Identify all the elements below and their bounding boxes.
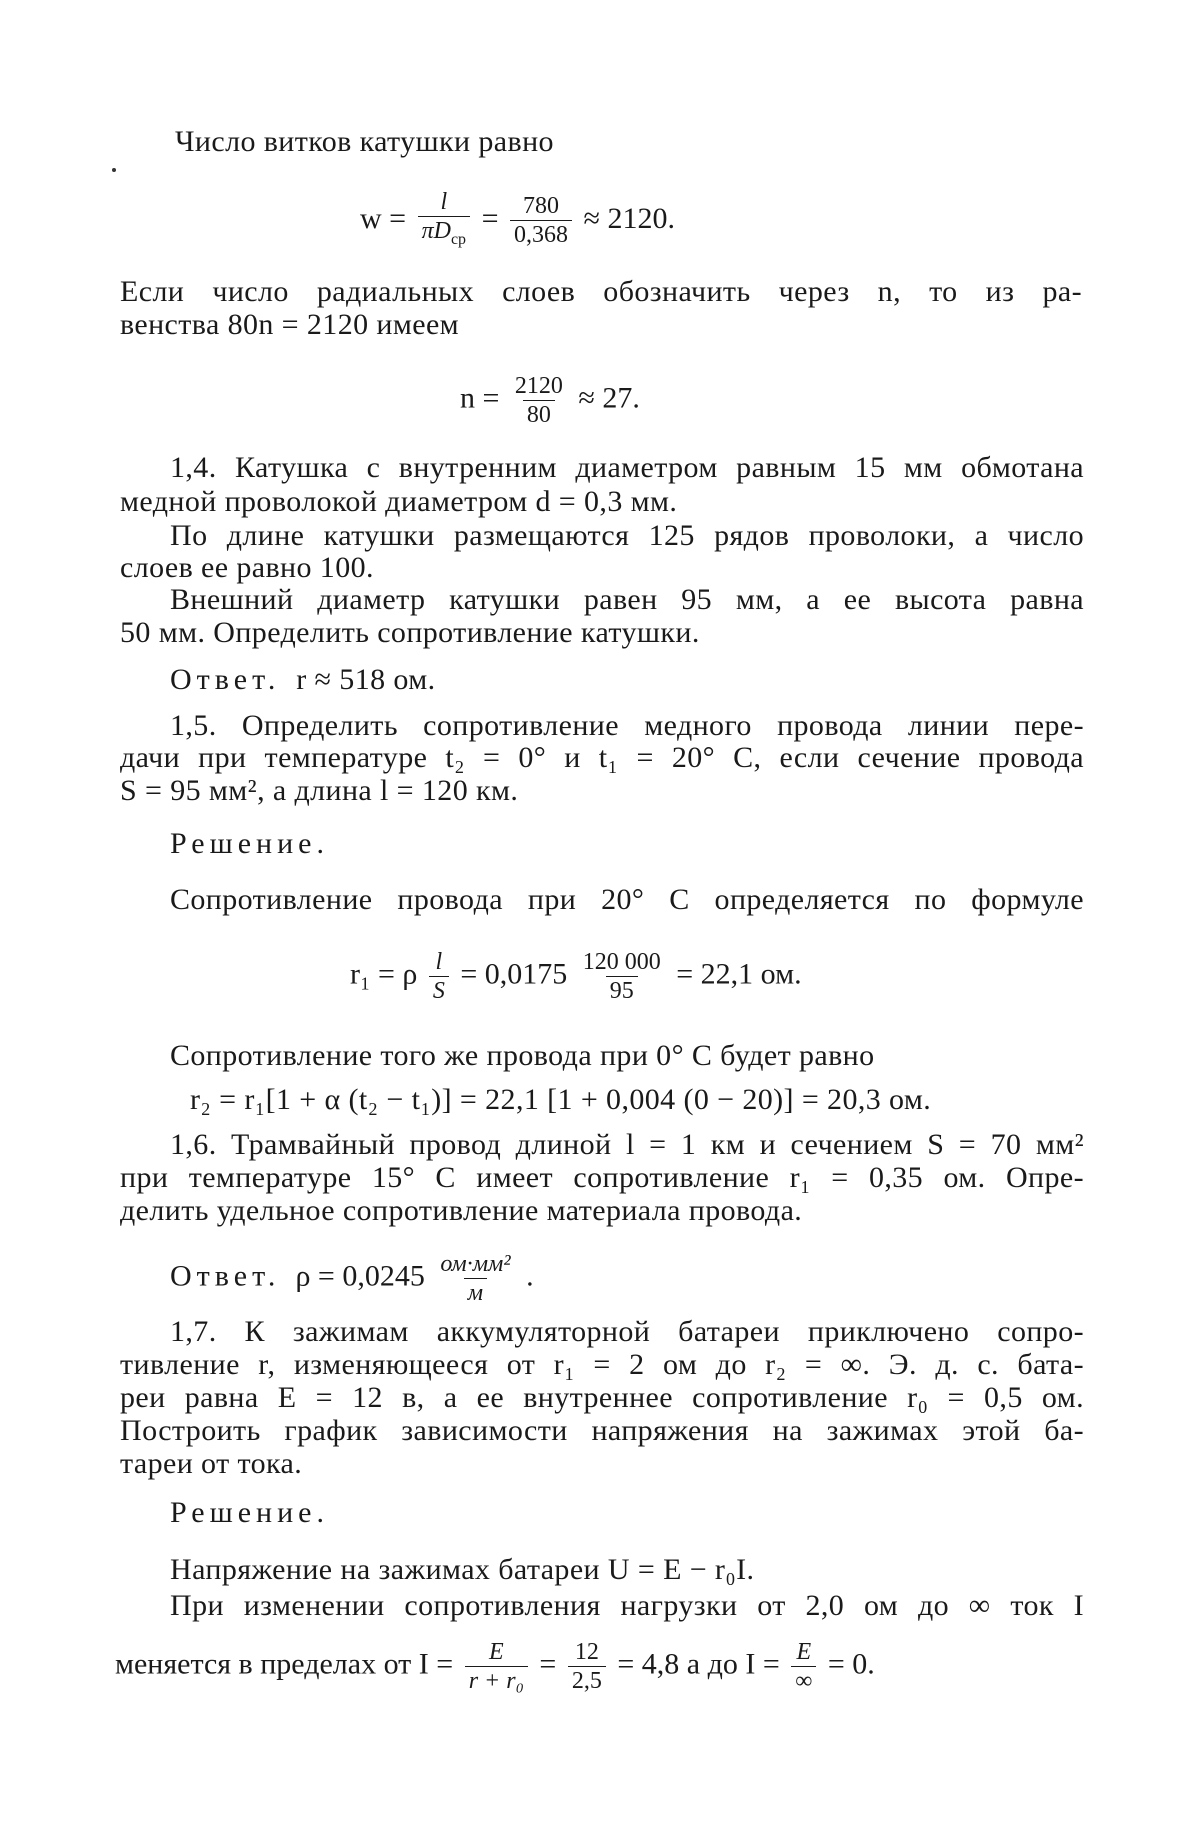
speck-mark [112,168,116,172]
problem-1-7-line: 1,7. К зажимам аккумуляторной батареи приключено сопро- [170,1315,1084,1348]
problem-1-4-line: 50 мм. Определить сопротивление катушки. [120,616,700,649]
fraction: $\frac{l}{S}$ [429,948,449,1005]
problem-1-5-line: S = 95 мм², а длина l = 120 км. [120,774,519,807]
problem-1-4-line: По длине катушки размещаются 125 рядов проволоки, а число [170,519,1084,552]
problem-1-6-line: при температуре 15° С имеет сопротивление r₁ = 0,35 ом. Опре- [120,1161,1084,1194]
problem-1-7-line: тареи от тока. [120,1447,303,1480]
formula-resistance: r₁ = ρ $\frac{l}{S}$ = 0,0175 $\frac{120 000}{95}$ = 22,1 ом. [350,949,802,1004]
problem-1-7-line: тивление r, изменяющееся от r₁ = 2 ом до r₂ = ∞. Э. д. с. бата- [120,1348,1084,1381]
formula-current-range: меняется в пределах от I = $\frac{E}{\text{r + r₀}}$ = $\frac{12}{2,5}$ = 4,8 а до I = $\frac{E}{\infty}$ = 0. [115,1639,875,1694]
fraction: $\frac{\text{ом·мм²}}{м}$ [440,1251,511,1306]
fraction: $\frac{E}{\infty}$ [791,1638,816,1695]
solution-label: Решение. [170,1496,329,1529]
problem-1-5-line: дачи при температуре t₂ = 0° и t₁ = 20° С, если сечение провода [120,741,1084,774]
fraction: $\frac{780}{0,368}$ [510,192,572,249]
formula-r2: r₂ = r₁[1 + α (t₂ − t₁)] = 22,1 [1 + 0,004 (0 − 20)] = 20,3 ом. [190,1083,932,1116]
fraction: $\frac{120 000}{95}$ [582,949,661,1004]
paragraph-line: Если число радиальных слоев обозначить через n, то из ра- [120,275,1082,308]
problem-1-5-line: 1,5. Определить сопротивление медного провода линии пере- [170,709,1084,742]
problem-1-4-line: 1,4. Катушка с внутренним диаметром равным 15 мм обмотана [170,451,1084,484]
answer-1-4: Ответ. r ≈ 518 ом. [170,663,436,696]
fraction: $\frac{E}{\text{r + r₀}}$ [465,1638,528,1695]
problem-1-5-line: Сопротивление того же провода при 0° С будет равно [170,1039,875,1072]
intro-text: Число витков катушки равно [175,125,554,158]
problem-1-4-line: слоев ее равно 100. [120,551,374,584]
paragraph-line: венства 80n = 2120 имеем [120,308,460,341]
formula-lhs: w = [360,201,407,235]
problem-1-7-line: Построить график зависимости напряжения на зажимах этой ба- [120,1414,1084,1447]
problem-1-6-line: делить удельное сопротивление материала провода. [120,1194,803,1227]
fraction: $\frac{12}{2,5}$ [568,1638,606,1695]
formula-layers: n = $\frac{2120}{80}$ ≈ 27. [460,373,640,428]
solution-label: Решение. [170,827,329,860]
problem-1-6-line: 1,6. Трамвайный провод длиной l = 1 км и сечением S = 70 мм² [170,1128,1084,1161]
formula-turns: w = $\frac{l}{\pi D_{ср}}$ = $\frac{780}{0,368}$ ≈ 2120. [360,188,675,254]
problem-1-5-line: Сопротивление провода при 20° С определяется по формуле [170,883,1084,916]
fraction: $\frac{2120}{80}$ [514,373,563,428]
fraction: $\frac{l}{\pi D_{ср}}$ [418,188,470,254]
problem-1-4-line: Внешний диаметр катушки равен 95 мм, а ее высота равна [170,583,1084,616]
problem-1-7-line: реи равна E = 12 в, а ее внутреннее сопротивление r₀ = 0,5 ом. [120,1381,1084,1414]
answer-1-6: Ответ. ρ = 0,0245 $\frac{\text{ом·мм²}}{м}$ . [170,1251,534,1306]
problem-1-4-line: медной проволокой диаметром d = 0,3 мм. [120,485,678,518]
problem-1-7-line: Напряжение на зажимах батареи U = E − r₀I. [170,1553,755,1586]
problem-1-7-line: При изменении сопротивления нагрузки от 2,0 ом до ∞ ток I [170,1589,1084,1622]
